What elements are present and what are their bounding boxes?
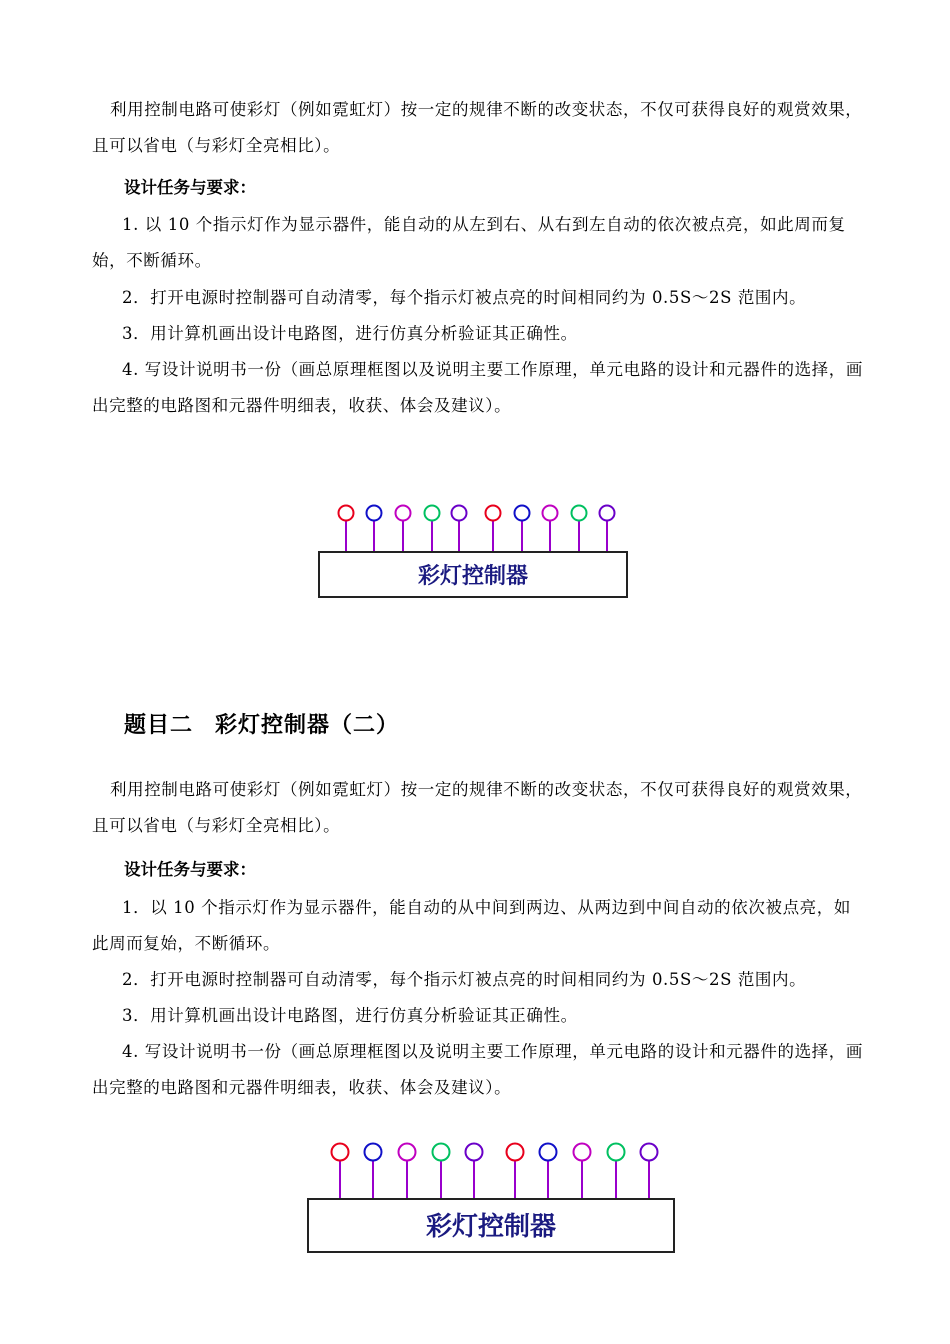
section1-requirement-1: 1. 以 10 个指示灯作为显示器件，能自动的从左到右、从右到左自动的依次被点亮，如此周而复始，不断循环。 <box>92 215 846 270</box>
lamp-9 <box>572 506 587 521</box>
controller-label: 彩灯控制器 <box>417 564 529 589</box>
section2-requirement-3: 3．用计算机画出设计电路图，进行仿真分析验证其正确性。 <box>122 1006 578 1025</box>
section1-subheading: 设计任务与要求： <box>124 178 256 197</box>
section2-requirement-4: 4. 写设计说明书一份（画总原理框图以及说明主要工作原理，单元电路的设计和元器件的选择，画出完整的电路图和元器件明细表，收获、体会及建议）。 <box>92 1042 863 1097</box>
lamp-7 <box>540 1144 557 1161</box>
section1-requirement-2: 2．打开电源时控制器可自动清零，每个指示灯被点亮的时间相同约为 0.5S～2S 范围内。 <box>122 288 807 307</box>
section1-requirement-4: 4. 写设计说明书一份（画总原理框图以及说明主要工作原理，单元电路的设计和元器件的选择，画出完整的电路图和元器件明细表，收获、体会及建议）。 <box>92 360 863 415</box>
lamp-10 <box>600 506 615 521</box>
section2-requirement-1: 1．以 10 个指示灯作为显示器件，能自动的从中间到两边、从两边到中间自动的依次被点亮，如此周而复始，不断循环。 <box>92 898 851 953</box>
lamp-6 <box>507 1144 524 1161</box>
controller-label: 彩灯控制器 <box>425 1212 557 1242</box>
lamp-7 <box>515 506 530 521</box>
lamp-2 <box>367 506 382 521</box>
section1-requirement-3: 3．用计算机画出设计电路图，进行仿真分析验证其正确性。 <box>122 324 578 343</box>
lamp-5 <box>452 506 467 521</box>
lamp-4 <box>433 1144 450 1161</box>
lamp-1 <box>339 506 354 521</box>
section2-title-number: 题目二 <box>124 713 194 738</box>
lamp-10 <box>641 1144 658 1161</box>
section2-intro: 利用控制电路可使彩灯（例如霓虹灯）按一定的规律不断的改变状态，不仅可获得良好的观赏效果，且可以省电（与彩灯全亮相比）。 <box>92 780 863 835</box>
section2-requirement-2: 2．打开电源时控制器可自动清零，每个指示灯被点亮的时间相同约为 0.5S～2S 范围内。 <box>122 970 807 989</box>
section1-intro: 利用控制电路可使彩灯（例如霓虹灯）按一定的规律不断的改变状态，不仅可获得良好的观赏效果，且可以省电（与彩灯全亮相比）。 <box>92 100 863 155</box>
lamp-6 <box>486 506 501 521</box>
section2-title-text: 彩灯控制器（二） <box>215 713 400 738</box>
section2-subheading: 设计任务与要求： <box>124 860 256 879</box>
lamp-8 <box>543 506 558 521</box>
lamp-3 <box>396 506 411 521</box>
section2-title <box>124 708 399 739</box>
lamp-5 <box>466 1144 483 1161</box>
lamp-3 <box>399 1144 416 1161</box>
lamp-1 <box>332 1144 349 1161</box>
lamp-2 <box>365 1144 382 1161</box>
lamp-8 <box>574 1144 591 1161</box>
lamp-controller-diagram-1 <box>310 496 640 606</box>
lamp-9 <box>608 1144 625 1161</box>
lamp-controller-diagram-2 <box>300 1132 680 1260</box>
lamp-4 <box>425 506 440 521</box>
